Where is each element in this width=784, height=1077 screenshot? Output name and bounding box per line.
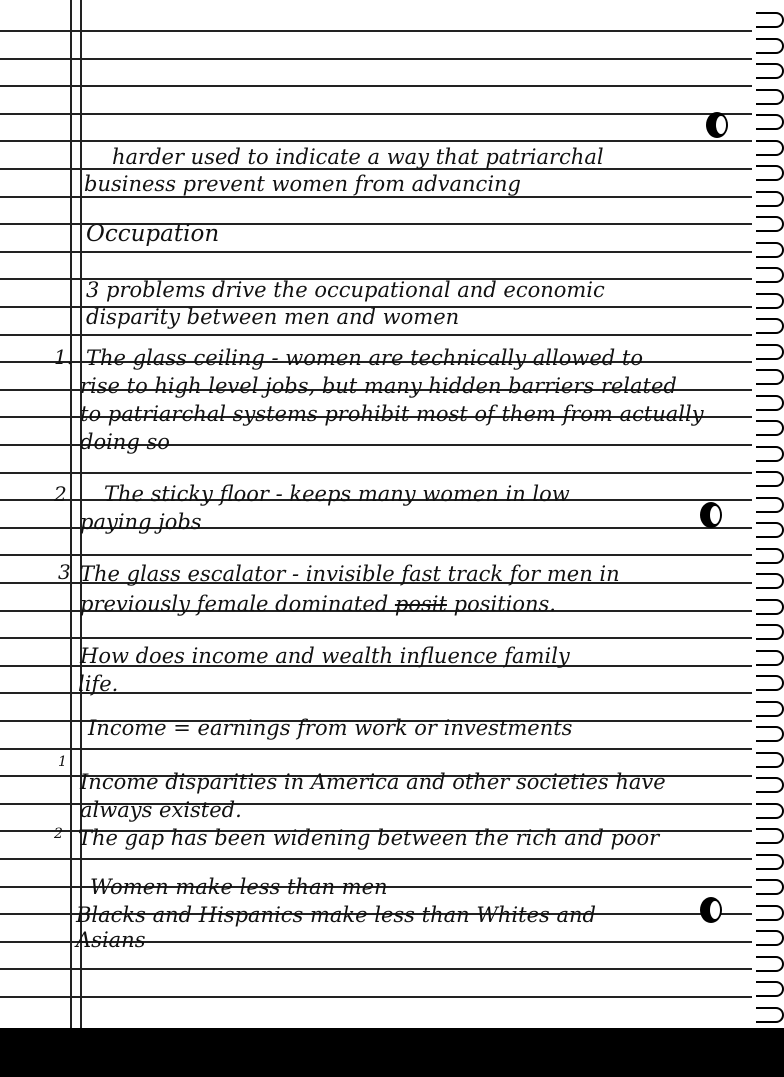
spiral-coil-icon xyxy=(756,905,784,921)
ruled-line xyxy=(0,251,758,253)
spiral-coil-icon xyxy=(756,63,784,79)
ruled-line xyxy=(0,968,758,970)
spiral-coil-icon xyxy=(756,726,784,742)
spiral-coil-icon xyxy=(756,369,784,385)
note-line: The glass escalator - invisible fast track for men in xyxy=(80,562,620,586)
ruled-line xyxy=(0,858,758,860)
note-line: always existed. xyxy=(80,798,242,822)
note-line: The sticky floor - keeps many women in low xyxy=(104,482,570,506)
spiral-coil-icon xyxy=(756,497,784,513)
ruled-line xyxy=(0,140,758,142)
ruled-line xyxy=(0,58,758,60)
spiral-coil-icon xyxy=(756,89,784,105)
note-line: harder used to indicate a way that patriarchal xyxy=(112,145,604,169)
spiral-coil-icon xyxy=(756,420,784,436)
ruled-line xyxy=(0,334,758,336)
note-line: Asians xyxy=(76,928,146,952)
note-text: previously female dominated xyxy=(80,592,389,616)
note-line: The glass ceiling - women are technically allowed to xyxy=(86,346,643,370)
ruled-line xyxy=(0,196,758,198)
spiral-coil-icon xyxy=(756,165,784,181)
spiral-coil-icon xyxy=(756,471,784,487)
spiral-coil-icon xyxy=(756,191,784,207)
spiral-coil-icon xyxy=(756,446,784,462)
note-line xyxy=(80,592,556,616)
spiral-coil-icon xyxy=(756,140,784,156)
spiral-coil-icon xyxy=(756,981,784,997)
note-line: to patriarchal systems prohibit most of them from actually xyxy=(80,402,704,426)
ruled-line xyxy=(0,113,758,115)
spiral-coil-icon xyxy=(756,216,784,232)
spiral-coil-icon xyxy=(756,267,784,283)
spiral-coil-icon xyxy=(756,599,784,615)
list-number: 2 xyxy=(54,482,67,506)
spiral-coil-icon xyxy=(756,930,784,946)
spiral-coil-icon xyxy=(756,777,784,793)
spiral-coil-icon xyxy=(756,38,784,54)
spiral-coil-icon xyxy=(756,956,784,972)
note-line: Women make less than men xyxy=(90,875,388,899)
spiral-coil-icon xyxy=(756,803,784,819)
spiral-coil-icon xyxy=(756,318,784,334)
spiral-coil-icon xyxy=(756,1007,784,1023)
list-number: 3 xyxy=(58,560,71,584)
note-line: doing so xyxy=(80,430,170,454)
spiral-coil-icon xyxy=(756,624,784,640)
spiral-binding xyxy=(752,0,784,1077)
spiral-coil-icon xyxy=(756,395,784,411)
spiral-coil-icon xyxy=(756,828,784,844)
note-line: paying jobs xyxy=(80,510,202,534)
note-line: business prevent women from advancing xyxy=(84,172,522,196)
spiral-coil-icon xyxy=(756,114,784,130)
ruled-line xyxy=(0,996,758,998)
spiral-coil-icon xyxy=(756,344,784,360)
list-number: 1. xyxy=(54,345,74,369)
note-line: rise to high level jobs, but many hidden barriers related xyxy=(80,374,677,398)
punch-hole-icon xyxy=(700,502,722,528)
note-line: 3 problems drive the occupational and economic xyxy=(86,278,605,302)
ruled-line xyxy=(0,85,758,87)
note-line: Income disparities in America and other societies have xyxy=(80,770,666,794)
margin-line xyxy=(70,0,72,1028)
ruled-line xyxy=(0,748,758,750)
note-line: disparity between men and women xyxy=(86,305,460,329)
spiral-coil-icon xyxy=(756,522,784,538)
struck-text: posit xyxy=(394,592,447,616)
note-text: positions. xyxy=(453,592,556,616)
spiral-coil-icon xyxy=(756,293,784,309)
spiral-coil-icon xyxy=(756,675,784,691)
spiral-coil-icon xyxy=(756,573,784,589)
spiral-coil-icon xyxy=(756,242,784,258)
spiral-coil-icon xyxy=(756,548,784,564)
spiral-coil-icon xyxy=(756,12,784,28)
side-mark: 1 xyxy=(58,754,67,770)
note-line: The gap has been widening between the rich and poor xyxy=(78,826,660,850)
spiral-coil-icon xyxy=(756,854,784,870)
ruled-line xyxy=(0,472,758,474)
spiral-coil-icon xyxy=(756,879,784,895)
scan-background xyxy=(0,1028,784,1077)
side-mark: 2 xyxy=(54,826,63,842)
note-line: Blacks and Hispanics make less than Whites and xyxy=(76,903,596,927)
note-line: life. xyxy=(78,672,119,696)
spiral-coil-icon xyxy=(756,650,784,666)
ruled-line xyxy=(0,637,758,639)
ruled-line xyxy=(0,554,758,556)
punch-hole-icon xyxy=(706,112,728,138)
note-line: How does income and wealth influence family xyxy=(80,644,570,668)
spiral-coil-icon xyxy=(756,752,784,768)
punch-hole-icon xyxy=(700,897,722,923)
note-line: Income = earnings from work or investments xyxy=(88,716,573,740)
ruled-line xyxy=(0,30,758,32)
heading-occupation: Occupation xyxy=(86,221,220,247)
spiral-coil-icon xyxy=(756,701,784,717)
